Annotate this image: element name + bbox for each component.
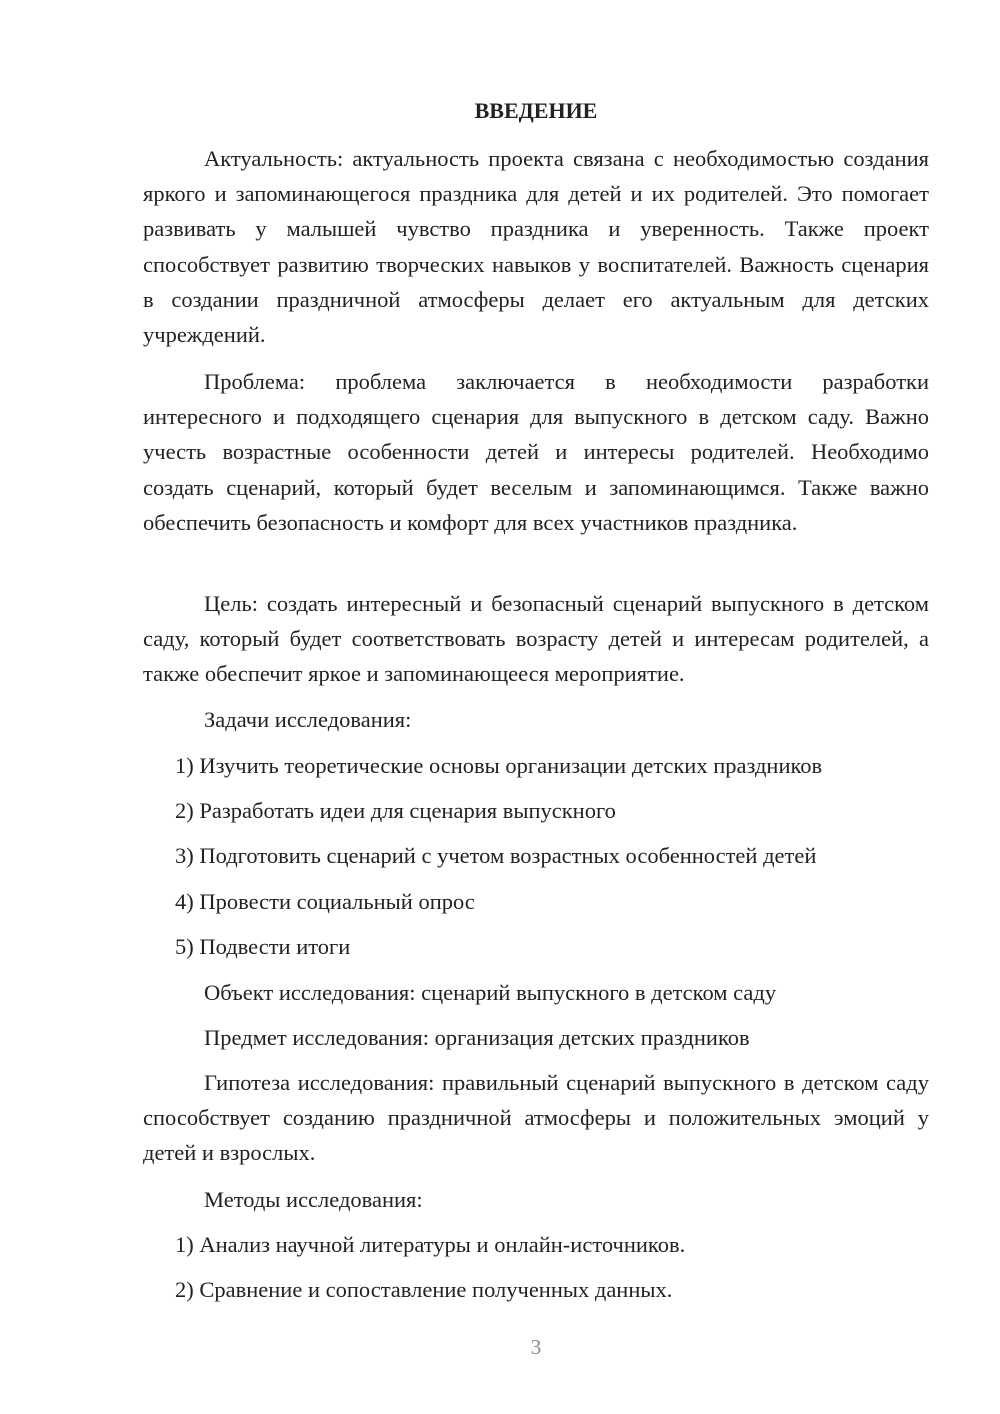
task-item-4: 4) Провести социальный опрос [175,889,475,914]
task-item-1: 1) Изучить теоретические основы организации детских праздников [175,753,823,778]
goal-paragraph: Цель: создать интересный и безопасный сценарий выпускного в детском саду, который будет соответствовать возрасту детей и интересам родителей, а также обеспечит яркое и запоминающееся мероприятие. [143,591,929,687]
page-title: ВВЕДЕНИЕ [474,98,598,123]
method-item-2: 2) Сравнение и сопоставление полученных данных. [175,1277,673,1302]
relevance-paragraph: Актуальность: актуальность проекта связана с необходимостью создания яркого и запоминающегося праздника для детей и их родителей. Это помогает развивать у малышей чувство праздника и уверенность. Также проект способствует развитию творческих навыков у воспитателей. Важность сценария в создании праздничной атмосферы делает его актуальным для детских учреждений. [143,146,929,348]
page-number: 3 [530,1335,542,1359]
task-item-3: 3) Подготовить сценарий с учетом возрастных особенностей детей [175,843,817,868]
hypothesis-paragraph: Гипотеза исследования: правильный сценарий выпускного в детском саду способствует созданию праздничной атмосферы и положительных эмоций у детей и взрослых. [143,1070,929,1166]
problem-paragraph: Проблема: проблема заключается в необходимости разработки интересного и подходящего сценария для выпускного в детском саду. Важно учесть возрастные особенности детей и интересы родителей. Необходимо создать сценарий, который будет веселым и запоминающимся. Также важно обеспечить безопасность и комфорт для всех участников праздника. [143,369,929,535]
methods-heading: Методы исследования: [204,1187,423,1212]
research-object: Объект исследования: сценарий выпускного в детском саду [204,980,777,1005]
tasks-heading: Задачи исследования: [204,707,412,732]
research-subject: Предмет исследования: организация детских праздников [204,1025,750,1050]
task-item-5: 5) Подвести итоги [175,934,351,959]
method-item-1: 1) Анализ научной литературы и онлайн-источников. [175,1232,686,1257]
task-item-2: 2) Разработать идеи для сценария выпускного [175,798,616,823]
